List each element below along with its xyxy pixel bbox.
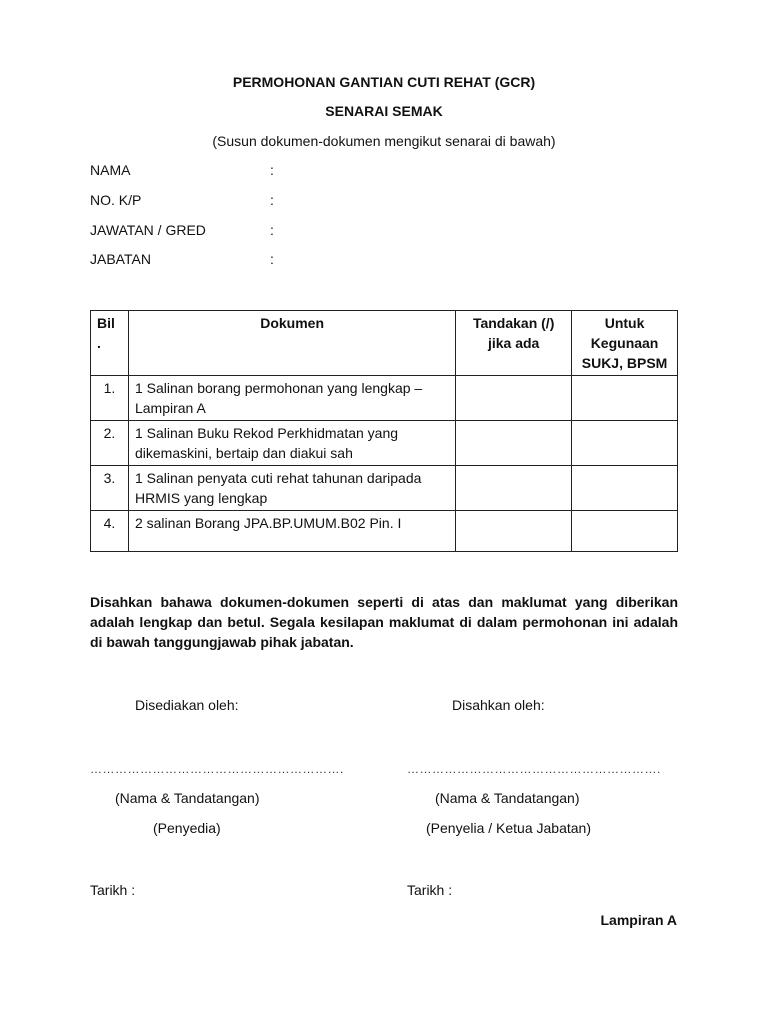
header-untuk-kegunaan: Untuk Kegunaan SUKJ, BPSM [572,311,678,376]
field-colon-jabatan: : [270,251,274,267]
field-colon-jawatan: : [270,222,274,238]
row-number: 3. [91,466,129,511]
table-row [91,421,678,466]
approved-by-signature-line: ……………………………………………………. [407,762,661,776]
form-subtitle: SENARAI SEMAK [325,103,443,119]
approved-by-date-label: Tarikh : [407,882,453,898]
checklist-table [90,310,678,552]
form-instruction: (Susun dokumen-dokumen mengikut senarai di bawah) [212,133,556,149]
row-document: 1 Salinan Buku Rekod Perkhidmatan yang dikemaskini, bertaip dan diakui sah [128,421,455,466]
table-header-row [91,311,678,376]
table-row [91,466,678,511]
row-number: 1. [91,376,129,421]
prepared-by-label: Disediakan oleh: [135,697,239,713]
table-row [91,376,678,421]
office-use-cell[interactable] [572,376,678,421]
tick-cell[interactable] [456,376,572,421]
approved-by-role: (Penyelia / Ketua Jabatan) [426,820,591,836]
field-label-jawatan: JAWATAN / GRED [90,222,206,238]
row-number: 4. [91,511,129,552]
tick-cell[interactable] [456,466,572,511]
prepared-by-date-label: Tarikh : [90,882,136,898]
field-label-no-kp: NO. K/P [90,192,142,208]
field-colon-nama: : [270,162,274,178]
field-label-nama: NAMA [90,162,131,178]
prepared-by-name-label: (Nama & Tandatangan) [115,790,260,806]
table-row [91,511,678,552]
approved-by-name-label: (Nama & Tandatangan) [435,790,580,806]
header-tandakan: Tandakan (/) jika ada [456,311,572,376]
header-dokumen: Dokumen [128,311,455,376]
row-number: 2. [91,421,129,466]
office-use-cell[interactable] [572,466,678,511]
form-title: PERMOHONAN GANTIAN CUTI REHAT (GCR) [232,74,536,90]
tick-cell[interactable] [456,511,572,552]
approved-by-label: Disahkan oleh: [452,697,545,713]
declaration-text: Disahkan bahawa dokumen-dokumen seperti di atas dan maklumat yang diberikan adalah lengkap dan betul. Segala kesilapan maklumat di dalam permohonan ini adalah di bawah tanggungjawab pihak jabatan. [90,594,678,650]
tick-cell[interactable] [456,421,572,466]
office-use-cell[interactable] [572,511,678,552]
office-use-cell[interactable] [572,421,678,466]
row-document: 2 salinan Borang JPA.BP.UMUM.B02 Pin. I [128,511,455,552]
field-colon-no-kp: : [270,192,274,208]
row-document: 1 Salinan borang permohonan yang lengkap – Lampiran A [128,376,455,421]
field-label-jabatan: JABATAN [90,251,151,267]
row-document: 1 Salinan penyata cuti rehat tahunan daripada HRMIS yang lengkap [128,466,455,511]
prepared-by-role: (Penyedia) [153,820,221,836]
prepared-by-signature-line: ……………………………………………………. [90,762,344,776]
attachment-label: Lampiran A [600,912,677,928]
header-bil: Bil . [91,311,129,376]
